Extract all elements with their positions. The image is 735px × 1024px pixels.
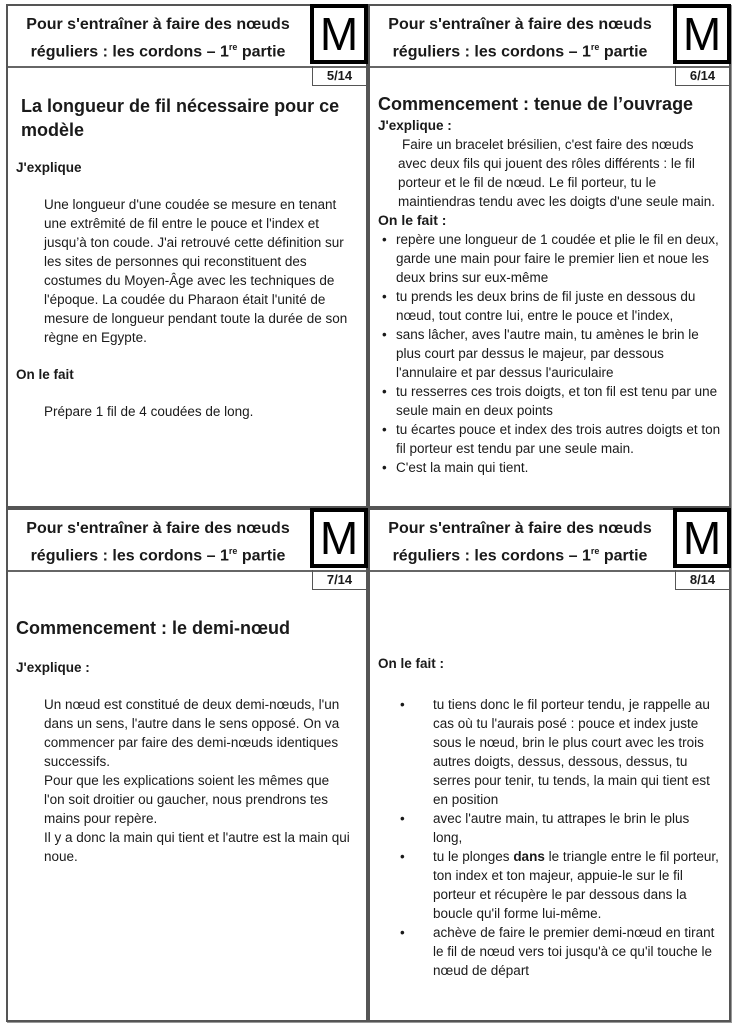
title-line-2: réguliers : les cordons – 1 [392,43,591,61]
card-body [378,92,721,477]
step-item: • tu tiens donc le fil porteur tendu, je rappelle au cas où tu l'aurais posé : pouce et index juste sous le nœud, brin le plus court avec les trois autres doigts, dessus, dessous, dessus, tu serres pour tenir, tu tends, la main qui tient est en position [378,695,721,809]
title-line-2: réguliers : les cordons – 1 [30,43,229,61]
title-line-1: Pour s'entraîner à faire des nœuds [388,520,652,537]
page-number: 5/14 [312,66,366,86]
page-number: 6/14 [675,66,729,86]
card-body [16,616,358,866]
title-line-1: Pour s'entraîner à faire des nœuds [26,520,290,537]
title-line-1: Pour s'entraîner à faire des nœuds [26,16,290,33]
title-line-2-end: partie [599,547,648,565]
card-title [370,518,670,567]
step-item: • repère une longueur de 1 coudée et plie le fil en deux, garde une main pour faire le premier lien et noue les deux brins sur eux-même [378,230,721,287]
step-item: • sans lâcher, aves l'autre main, tu amènes le brin le plus court par dessus le majeur, par dessous l'annulaire et par dessus l'auriculaire [378,325,721,382]
card-header [8,6,366,68]
section-heading: Commencement : tenue de l’ouvrage [378,94,694,114]
title-superscript: re [228,42,238,52]
step-item: • tu prends les deux brins de fil juste en dessous du nœud, tout contre lui, entre le pouce et l'index, [378,287,721,325]
card-page-7 [6,508,368,1022]
explain-label: J'explique : [378,118,452,133]
card-title [8,14,308,63]
title-superscript: re [228,546,238,556]
title-superscript: re [590,546,600,556]
explain-text: Faire un bracelet brésilien, c'est faire des nœuds avec deux fils qui jouent des rôles différents : le fil porteur et le fil de nœud. Le fil porteur, tu le maintiendras tendu avec les doigts d'une seule main. [398,137,716,209]
title-line-2-end: partie [237,547,286,565]
step-item: • tu écartes pouce et index des trois autres doigts et ton fil porteur est tendu par une seule main. [378,420,721,458]
explain-text-1: Un nœud est constitué de deux demi-nœuds, l'un dans un sens, l'autre dans le sens opposé. On va commencer par faire des demi-nœuds identiques successifs. [44,697,340,769]
page-number: 8/14 [675,570,729,590]
level-badge: M [310,508,368,568]
section-heading: Commencement : le demi-nœud [16,618,291,638]
level-badge: M [673,508,731,568]
explain-text-2: Pour que les explications soient les mêmes que l'on soit droitier ou gaucher, nous prendrons tes mains pour repère. [44,773,330,826]
card-page-5 [6,4,368,508]
explain-label: J'explique [16,160,82,175]
card-page-8 [368,508,731,1022]
title-line-2-end: partie [599,43,648,61]
card-header [370,6,729,68]
steps-list [378,695,721,980]
title-line-1: Pour s'entraîner à faire des nœuds [388,16,652,33]
title-line-2: réguliers : les cordons – 1 [30,547,229,565]
do-label: On le fait [16,367,74,382]
steps-list [378,230,721,477]
card-body [378,654,721,980]
step-item: • avec l'autre main, tu attrapes le brin le plus long, [378,809,721,847]
card-title [8,518,308,567]
card-page-6 [368,4,731,508]
step-emphasis: dans [513,849,545,864]
explain-text: Une longueur d'une coudée se mesure en tenant une extrêmité de fil entre le pouce et l'index et jusqu’à ton coude. J'ai retrouvé cette définition sur les sites de personnes qui reconstituent des costumes du Moyen-Âge avec les techniques de l'époque. La coudée du Pharaon était l'unité de mesure de longueur pendant toute la durée de son règne en Egypte. [44,197,348,345]
title-line-2-end: partie [237,43,286,61]
explain-label: J'explique : [16,660,90,675]
section-heading: La longueur de fil nécessaire pour ce modèle [21,96,340,140]
do-label: On le fait : [378,212,447,228]
title-line-2: réguliers : les cordons – 1 [392,547,591,565]
step-item: • achève de faire le premier demi-nœud en tirant le fil de nœud vers toi jusqu'à ce qu'il touche le nœud de départ [378,923,721,980]
card-header [8,510,366,572]
step-item: • tu resserres ces trois doigts, et ton fil est tenu par une seule main en deux points [378,382,721,420]
do-label: On le fait : [378,656,445,671]
step-item [378,847,721,923]
do-text: Prépare 1 fil de 4 coudées de long. [44,404,254,419]
card-body [16,94,358,421]
step-item: • C'est la main qui tient. [378,458,721,477]
page-number: 7/14 [312,570,366,590]
level-badge: M [310,4,368,64]
step-text: tu le plonges [433,849,514,864]
step-text: le triangle entre le fil porteur, ton index et ton majeur, appuie-le sur le fil porteur et récupère le par dessous dans la boucle qu'il forme lui-même. [433,849,719,921]
card-title [370,14,670,63]
level-badge: M [673,4,731,64]
card-header [370,510,729,572]
explain-text-3: Il y a donc la main qui tient et l'autre est la main qui noue. [44,830,350,864]
title-superscript: re [590,42,600,52]
